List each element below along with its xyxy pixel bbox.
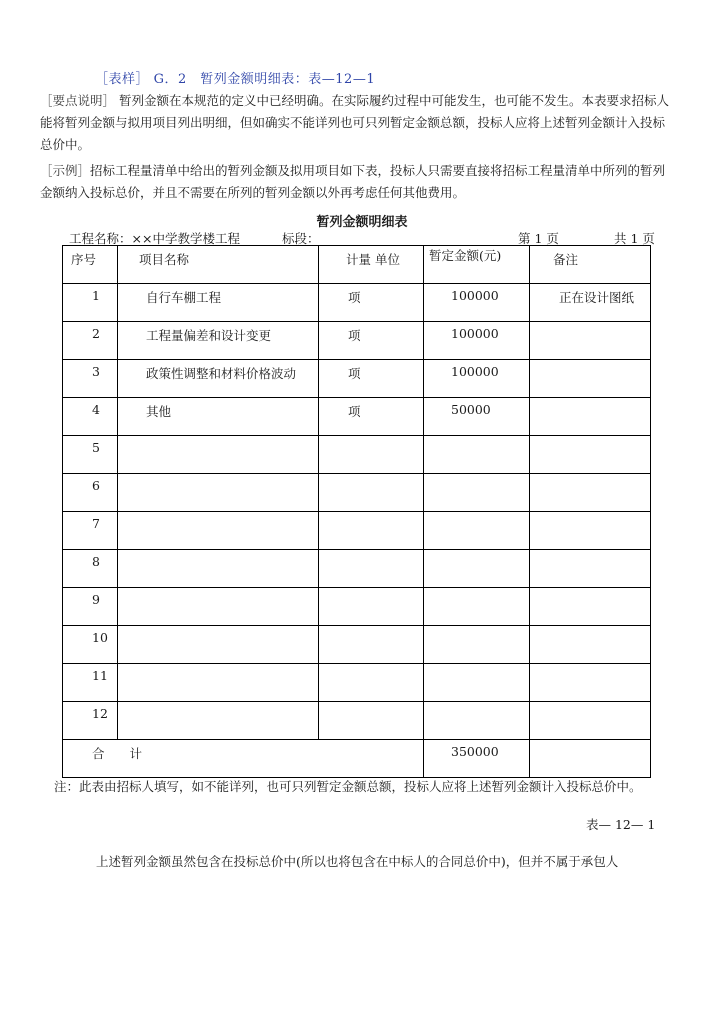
row-seq: 9: [92, 592, 100, 607]
total-label: 合 计: [92, 746, 143, 761]
table-row: [63, 512, 651, 550]
explanation-paragraph: [40, 90, 670, 156]
row-unit: 项: [348, 328, 361, 343]
total-row: [63, 740, 651, 778]
row-amount: [424, 588, 529, 592]
row-amount: [424, 626, 529, 630]
table-row: [63, 436, 651, 474]
row-seq: 7: [92, 516, 100, 531]
header-name: 项目名称: [139, 252, 190, 267]
row-amount: 100000: [451, 326, 499, 341]
row-note: [530, 436, 650, 440]
row-unit: [319, 550, 423, 554]
example-paragraph: [40, 160, 670, 204]
row-unit: 项: [348, 290, 361, 305]
row-name: [118, 588, 318, 592]
row-seq: 5: [92, 440, 100, 455]
table-row: [63, 702, 651, 740]
row-seq: 8: [92, 554, 100, 569]
section-heading: ［表样］ G．2 暂列金额明细表：表—12—1: [95, 72, 376, 87]
row-amount: 100000: [451, 364, 499, 379]
table-row: [63, 360, 651, 398]
row-note: [530, 512, 650, 516]
row-unit: [319, 512, 423, 516]
row-seq: 3: [92, 364, 100, 379]
row-note: [530, 398, 650, 402]
table-number: 表— 12— 1: [586, 817, 656, 832]
row-unit: 项: [348, 404, 361, 419]
table-row: [63, 398, 651, 436]
table-row: [63, 588, 651, 626]
row-name: 工程量偏差和设计变更: [146, 328, 272, 343]
row-seq: 10: [92, 630, 108, 645]
explanation-text: 暂列金额在本规范的定义中已经明确。在实际履约过程中可能发生，也可能不发生。本表要求招标人能将暂列金额与拟用项目列出明细，但如确实不能详列也可只列暂定金额总额，投标人应将上述暂列金额计入投标总价中。: [40, 93, 669, 152]
row-amount: 50000: [451, 402, 491, 417]
table-row: [63, 550, 651, 588]
row-seq: 12: [92, 706, 108, 721]
row-amount: [424, 436, 529, 440]
total-note: [530, 740, 650, 744]
footnote: 注：此表由招标人填写，如不能详列，也可只列暂定金额总额，投标人应将上述暂列金额计入投标总价中。: [54, 779, 642, 794]
row-unit: 项: [348, 366, 361, 381]
table-row: [63, 322, 651, 360]
row-name: [118, 550, 318, 554]
row-note: [530, 550, 650, 554]
table-header-row: [63, 246, 651, 284]
row-seq: 1: [92, 288, 100, 303]
row-note: [530, 322, 650, 326]
page-number: 第 1 页: [518, 231, 559, 246]
row-seq: 11: [92, 668, 108, 683]
row-name: [118, 474, 318, 478]
row-amount: [424, 702, 529, 706]
row-note: [530, 360, 650, 364]
row-unit: [319, 474, 423, 478]
table-row: [63, 474, 651, 512]
header-amount: 暂定金额(元): [429, 248, 502, 263]
example-text: 招标工程量清单中给出的暂列金额及拟用项目如下表，投标人只需要直接将招标工程量清单中所列的暂列金额纳入投标总价，并且不需要在所列的暂列金额以外再考虑任何其他费用。: [40, 163, 666, 200]
row-name: [118, 512, 318, 516]
row-seq: 6: [92, 478, 100, 493]
table-row: [63, 284, 651, 322]
row-amount: [424, 512, 529, 516]
project-name: 工程名称：××中学教学楼工程: [69, 231, 240, 246]
total-pages: 共 1 页: [614, 231, 655, 246]
row-name: 政策性调整和材料价格波动: [146, 366, 297, 381]
row-name: 其他: [146, 404, 172, 419]
row-note: [530, 588, 650, 592]
row-note: [530, 474, 650, 478]
explanation-tag: ［要点说明］: [40, 93, 116, 108]
row-note: 正在设计图纸: [559, 290, 635, 305]
row-name: [118, 436, 318, 440]
row-name: [118, 626, 318, 630]
table-title: 暂列金额明细表: [316, 215, 408, 230]
row-note: [530, 702, 650, 706]
row-name: [118, 664, 318, 668]
row-unit: [319, 664, 423, 668]
table-row: [63, 626, 651, 664]
row-note: [530, 664, 650, 668]
row-seq: 2: [92, 326, 100, 341]
provisional-sum-table: [62, 245, 651, 778]
header-unit: 计量 单位: [346, 252, 400, 267]
row-amount: 100000: [451, 288, 499, 303]
row-unit: [319, 626, 423, 630]
row-unit: [319, 436, 423, 440]
row-seq: 4: [92, 402, 100, 417]
row-amount: [424, 550, 529, 554]
row-unit: [319, 702, 423, 706]
row-unit: [319, 588, 423, 592]
header-seq: 序号: [71, 252, 97, 267]
section-label: 标段：: [282, 231, 320, 246]
row-note: [530, 626, 650, 630]
row-name: [118, 702, 318, 706]
row-amount: [424, 664, 529, 668]
table-row: [63, 664, 651, 702]
total-amount: 350000: [451, 744, 499, 759]
row-amount: [424, 474, 529, 478]
row-name: 自行车棚工程: [146, 290, 222, 305]
header-note: 备注: [553, 252, 579, 267]
example-tag: ［示例］: [40, 163, 91, 178]
tail-text: 上述暂列金额虽然包含在投标总价中(所以也将包含在中标人的合同总价中)，但并不属于承包人: [96, 854, 619, 869]
